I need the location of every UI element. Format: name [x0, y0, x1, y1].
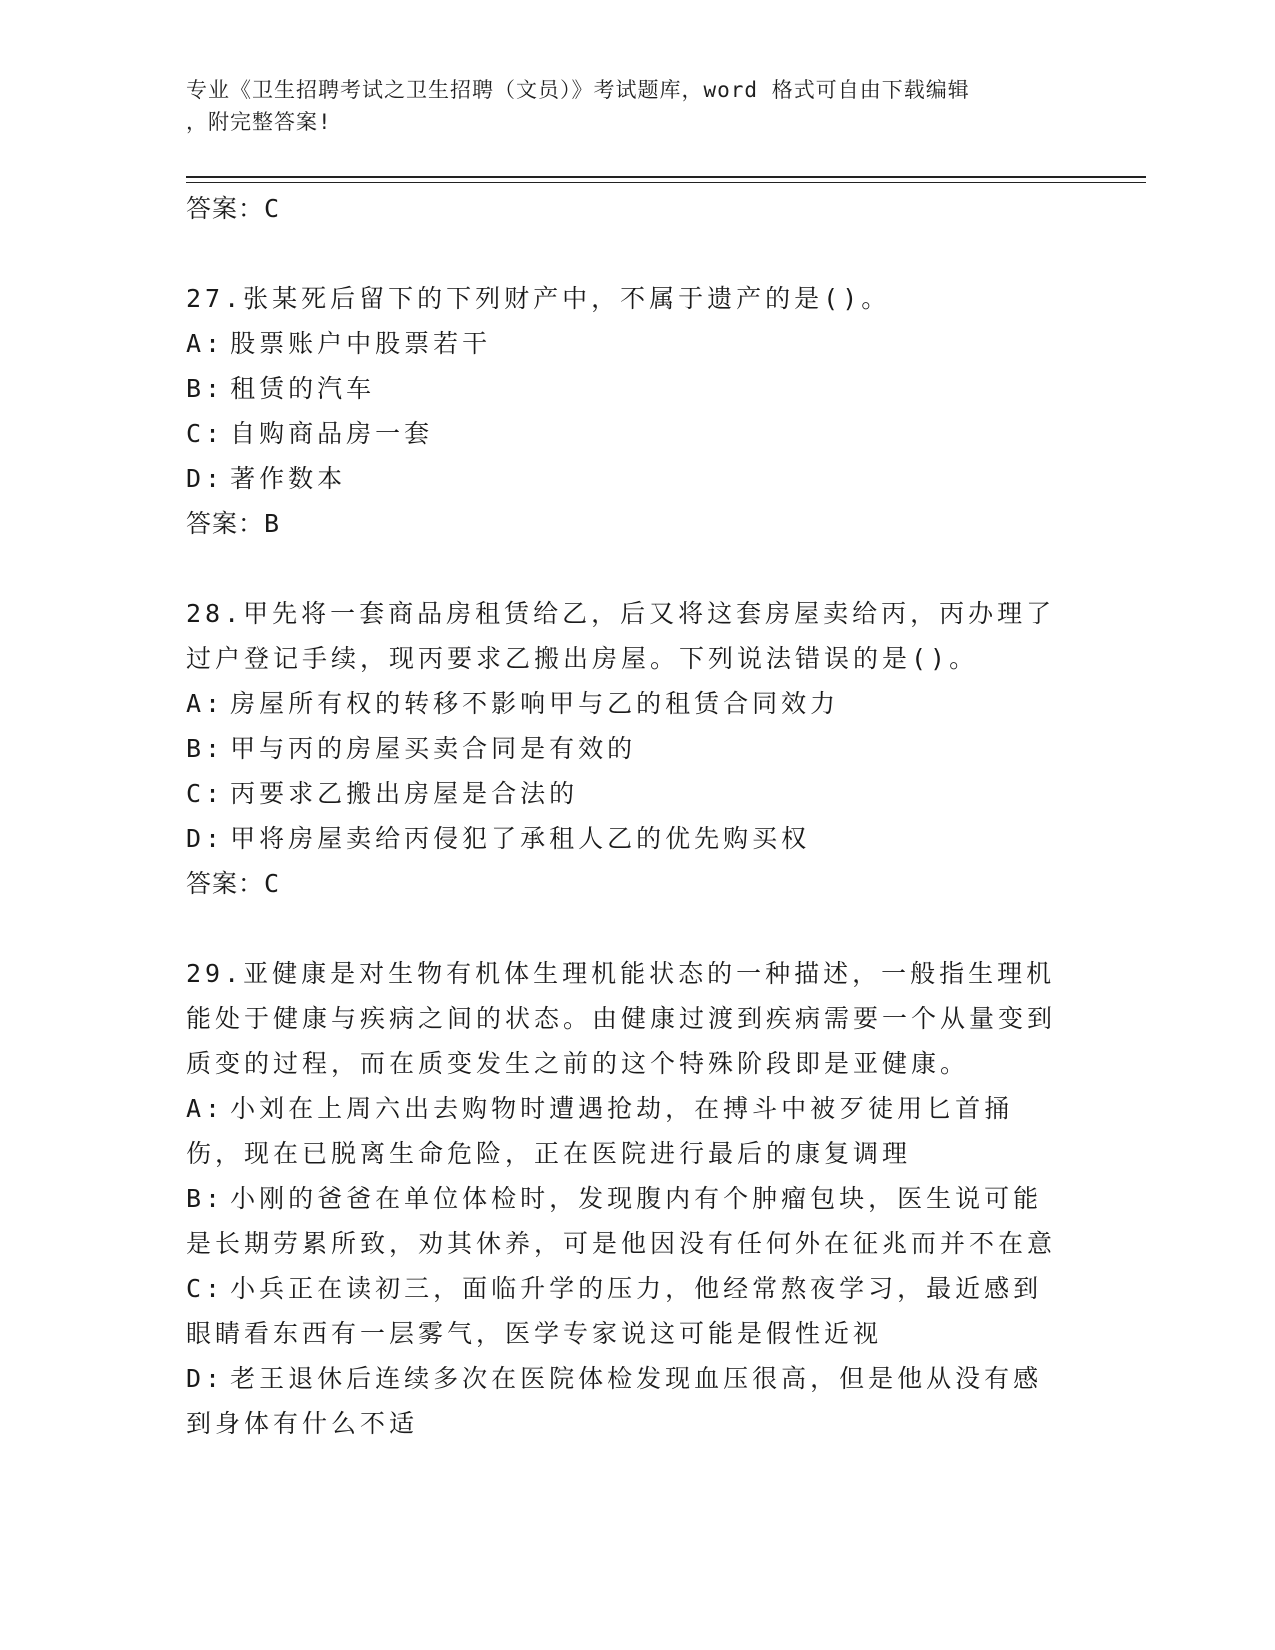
- option-text: 自购商品房一套: [230, 419, 434, 448]
- option-text: 丙要求乙搬出房屋是合法的: [230, 779, 579, 808]
- option-b: [186, 1176, 1066, 1266]
- option-key: C:: [186, 419, 225, 448]
- option-key: D:: [186, 464, 225, 493]
- option-text: 小刘在上周六出去购物时遭遇抢劫，在搏斗中被歹徒用匕首捅伤，现在已脱离生命危险，正在医院进行最后的康复调理: [186, 1094, 1014, 1168]
- option-text: 小兵正在读初三，面临升学的压力，他经常熬夜学习，最近感到眼睛看东西有一层雾气，医学专家说这可能是假性近视: [186, 1274, 1043, 1348]
- option-b: [186, 726, 1066, 771]
- option-key: B:: [186, 1184, 225, 1213]
- option-c: [186, 771, 1066, 816]
- question-28: [186, 591, 1066, 907]
- question-list: [186, 186, 1066, 1446]
- option-text: 房屋所有权的转移不影响甲与乙的租赁合同效力: [230, 689, 840, 718]
- answer-line: [186, 861, 1066, 907]
- option-text: 老王退休后连续多次在医院体检发现血压很高，但是他从没有感到身体有什么不适: [186, 1364, 1043, 1438]
- question-29: [186, 951, 1066, 1446]
- answer-label: 答案：: [186, 194, 265, 223]
- answer-label: 答案：: [186, 869, 265, 898]
- option-key: C:: [186, 1274, 225, 1303]
- option-text: 甲将房屋卖给丙侵犯了承租人乙的优先购买权: [230, 824, 811, 853]
- header-line-1: 专业《卫生招聘考试之卫生招聘（文员）》考试题库，word 格式可自由下载编辑: [186, 78, 970, 102]
- option-key: B:: [186, 734, 225, 763]
- option-text: 股票账户中股票若干: [230, 329, 492, 358]
- option-key: B:: [186, 374, 225, 403]
- question-27: [186, 276, 1066, 547]
- question-stem: 27.张某死后留下的下列财产中，不属于遗产的是()。: [186, 284, 891, 313]
- header-line-2: ，附完整答案!: [186, 110, 332, 134]
- document-header: [186, 74, 1066, 138]
- option-a: [186, 1086, 1066, 1176]
- header-divider-thick: [186, 176, 1146, 178]
- answer-value: C: [264, 194, 281, 223]
- answer-line: [186, 186, 1066, 232]
- answer-line: [186, 501, 1066, 547]
- option-text: 小刚的爸爸在单位体检时，发现腹内有个肿瘤包块，医生说可能是长期劳累所致，劝其休养，可是他因没有任何外在征兆而并不在意: [186, 1184, 1057, 1258]
- answer-value: C: [264, 869, 281, 898]
- option-a: [186, 321, 1066, 366]
- option-d: [186, 1356, 1066, 1446]
- option-d: [186, 816, 1066, 861]
- header-divider-thin: [186, 182, 1146, 183]
- option-key: A:: [186, 689, 225, 718]
- answer-value: B: [264, 509, 281, 538]
- option-text: 租赁的汽车: [230, 374, 376, 403]
- option-c: [186, 411, 1066, 456]
- answer-label: 答案：: [186, 509, 265, 538]
- option-key: D:: [186, 824, 225, 853]
- option-key: D:: [186, 1364, 225, 1393]
- question-stem: 29.亚健康是对生物有机体生理机能状态的一种描述，一般指生理机能处于健康与疾病之间的状态。由健康过渡到疾病需要一个从量变到质变的过程，而在质变发生之前的这个特殊阶段即是亚健康。: [186, 959, 1057, 1078]
- option-b: [186, 366, 1066, 411]
- question-stem: 28.甲先将一套商品房租赁给乙，后又将这套房屋卖给丙，丙办理了过户登记手续，现丙要求乙搬出房屋。下列说法错误的是()。: [186, 599, 1056, 673]
- option-key: C:: [186, 779, 225, 808]
- option-key: A:: [186, 329, 225, 358]
- option-d: [186, 456, 1066, 501]
- option-key: A:: [186, 1094, 225, 1123]
- option-text: 甲与丙的房屋买卖合同是有效的: [230, 734, 637, 763]
- option-c: [186, 1266, 1066, 1356]
- option-text: 著作数本: [230, 464, 347, 493]
- option-a: [186, 681, 1066, 726]
